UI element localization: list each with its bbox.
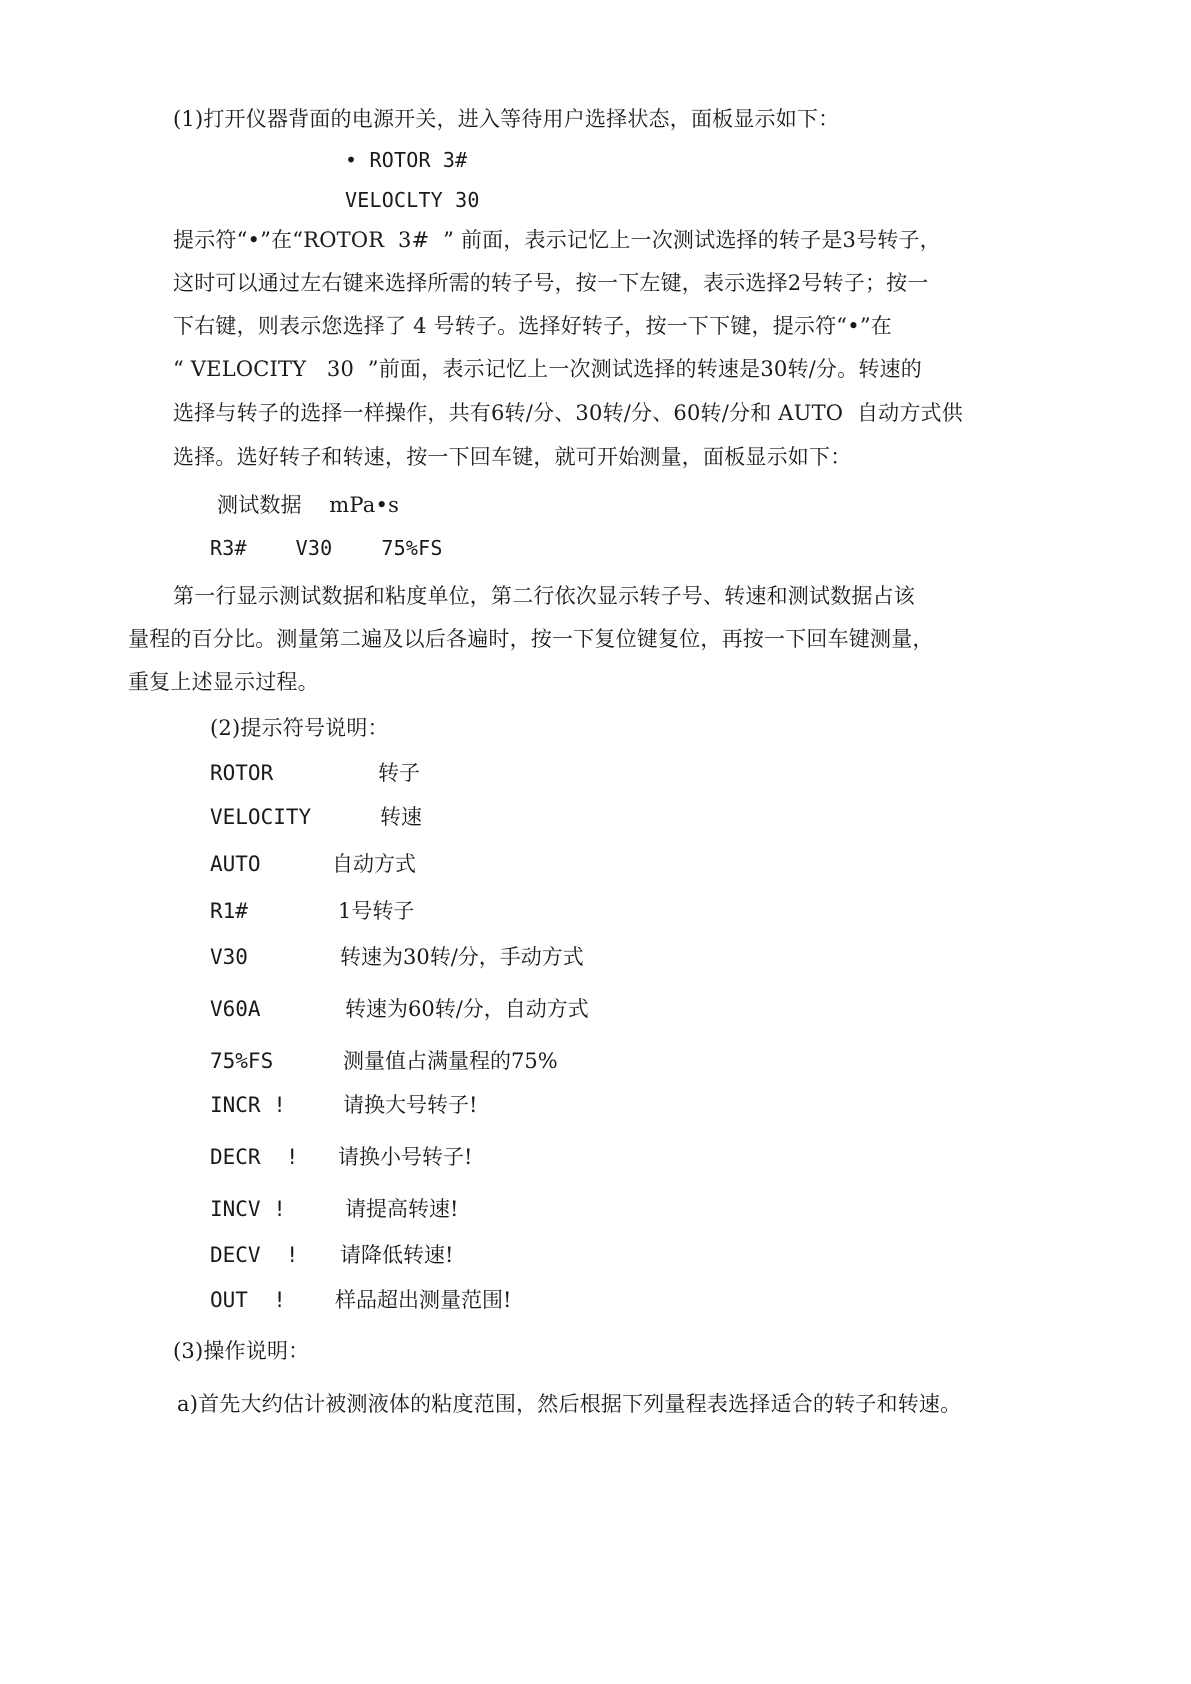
symbol-desc: 转速为60转/分，自动方式 xyxy=(345,997,589,1021)
paragraph-2-line-3: 重复上述显示过程。 xyxy=(128,670,319,694)
paragraph-1-line-6: 选择。选好转子和转速，按一下回车键，就可开始测量，面板显示如下： xyxy=(173,445,852,469)
symbol-code: V30 xyxy=(210,945,248,969)
paragraph-1-line-4: “ VELOCITY 30 ”前面，表示记忆上一次测试选择的转速是30转/分。转速的 xyxy=(173,357,922,381)
section-3-title: (3)操作说明： xyxy=(173,1339,310,1363)
paragraph-1-line-2: 这时可以通过左右键来选择所需的转子号，按一下左键，表示选择2号转子；按一 xyxy=(173,271,929,295)
symbol-code: OUT ! xyxy=(210,1288,286,1312)
symbol-code: VELOCITY xyxy=(210,805,312,829)
symbol-code: INCV ! xyxy=(210,1197,286,1221)
section-1-intro: (1)打开仪器背面的电源开关，进入等待用户选择状态，面板显示如下： xyxy=(173,107,840,131)
paragraph-2-line-2: 量程的百分比。测量第二遍及以后各遍时，按一下复位键复位，再按一下回车键测量， xyxy=(128,627,934,651)
symbol-desc: 请提高转速! xyxy=(345,1197,459,1221)
symbol-desc: 请降低转速! xyxy=(340,1243,454,1267)
symbol-desc: 转子 xyxy=(378,761,420,785)
symbol-desc: 转速为30转/分，手动方式 xyxy=(340,945,584,969)
symbol-code: DECR ! xyxy=(210,1145,299,1169)
symbol-desc: 请换小号转子! xyxy=(338,1145,473,1169)
symbol-desc: 自动方式 xyxy=(332,852,416,876)
panel-display-2-line-1: 测试数据 mPa•s xyxy=(217,493,400,517)
symbol-desc: 样品超出测量范围! xyxy=(335,1288,512,1312)
panel-display-line-2: VELOCLTY 30 xyxy=(345,188,480,212)
paragraph-1-line-1: 提示符“•”在“ROTOR 3# ” 前面，表示记忆上一次测试选择的转子是3号转子， xyxy=(173,228,941,252)
symbol-code: R1# xyxy=(210,899,248,923)
symbol-code: AUTO xyxy=(210,852,261,876)
paragraph-1-line-5: 选择与转子的选择一样操作，共有6转/分、30转/分、60转/分和 AUTO 自动方式供 xyxy=(173,401,963,425)
symbol-code: INCR ! xyxy=(210,1093,286,1117)
paragraph-2-line-1: 第一行显示测试数据和粘度单位，第二行依次显示转子号、转速和测试数据占该 xyxy=(173,584,915,608)
section-2-title: (2)提示符号说明： xyxy=(210,716,389,740)
symbol-desc: 1号转子 xyxy=(338,899,415,923)
panel-display-line-1: • ROTOR 3# xyxy=(345,148,468,172)
symbol-code: V60A xyxy=(210,997,261,1021)
panel-display-2-line-2: R3# V30 75%FS xyxy=(210,536,443,560)
symbol-code: ROTOR xyxy=(210,761,274,785)
paragraph-1-line-3: 下右键，则表示您选择了 4 号转子。选择好转子，按一下下键，提示符“•”在 xyxy=(173,314,892,338)
symbol-code: DECV ! xyxy=(210,1243,299,1267)
section-3-item-a: a)首先大约估计被测液体的粘度范围，然后根据下列量程表选择适合的转子和转速。 xyxy=(177,1392,962,1416)
symbol-desc: 测量值占满量程的75% xyxy=(343,1049,558,1073)
symbol-desc: 请换大号转子! xyxy=(343,1093,478,1117)
symbol-code: 75%FS xyxy=(210,1049,274,1073)
symbol-desc: 转速 xyxy=(380,805,422,829)
